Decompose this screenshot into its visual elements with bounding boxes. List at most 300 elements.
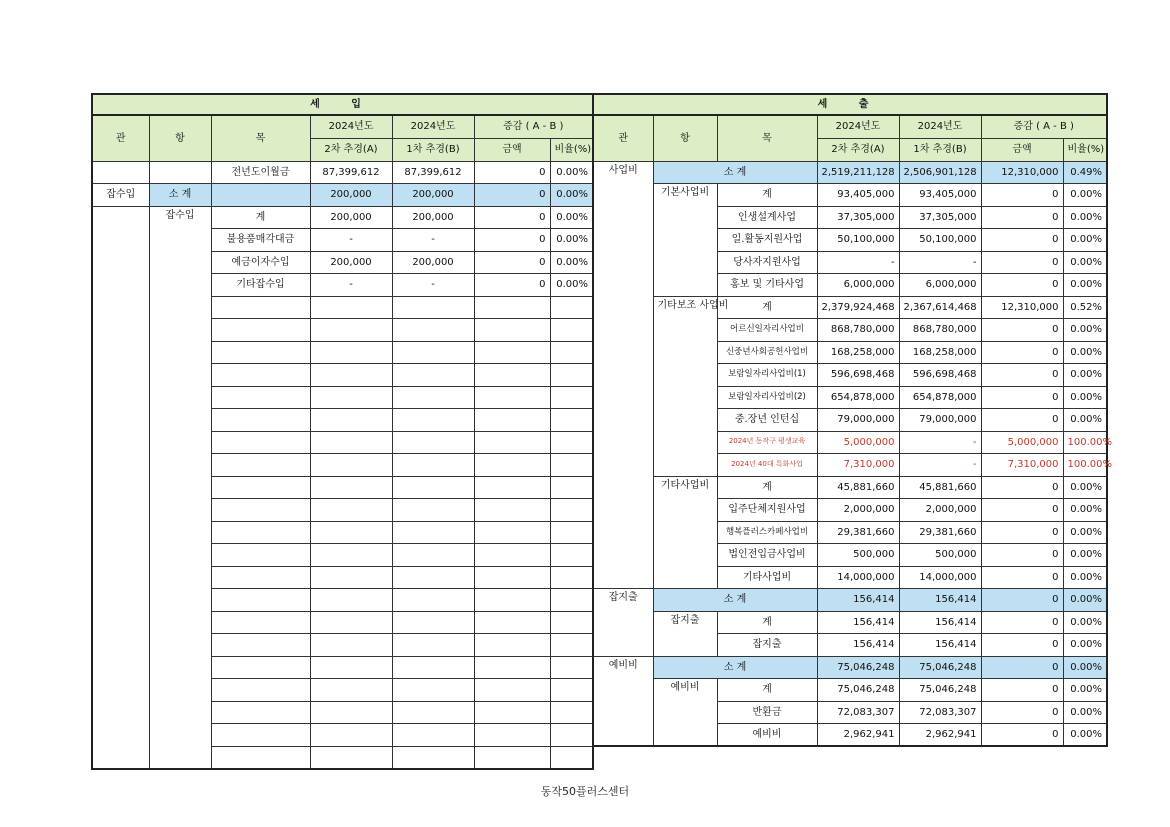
empty-cell: [474, 656, 550, 679]
amount-b-cell: -: [899, 431, 981, 454]
empty-cell: [474, 476, 550, 499]
amount-a-cell: 29,381,660: [817, 521, 899, 544]
empty-cell: [392, 611, 474, 634]
empty-cell: [211, 544, 310, 567]
header-hang: 항: [149, 115, 211, 161]
diff-ratio-cell: 0.00%: [1063, 724, 1107, 747]
empty-cell: [211, 679, 310, 702]
amount-a-cell: 75,046,248: [817, 656, 899, 679]
diff-amount-cell: 0: [474, 206, 550, 229]
diff-amount-cell: 0: [981, 634, 1063, 657]
amount-b-cell: 2,962,941: [899, 724, 981, 747]
gwan-cell: [92, 206, 149, 769]
mok-cell: 중.장년 인턴십: [717, 409, 817, 432]
mok-cell: 당사자지원사업: [717, 251, 817, 274]
mok-cell: 불용품매각대금: [211, 229, 310, 252]
header-mok: 목: [211, 115, 310, 161]
empty-cell: [550, 589, 593, 612]
empty-cell: [310, 296, 392, 319]
mok-cell: 예금이자수입: [211, 251, 310, 274]
empty-cell: [392, 566, 474, 589]
empty-cell: [392, 746, 474, 769]
empty-cell: [392, 589, 474, 612]
empty-cell: [474, 341, 550, 364]
amount-a-cell: 156,414: [817, 611, 899, 634]
mok-cell: 보람일자리사업비(2): [717, 386, 817, 409]
empty-cell: [392, 386, 474, 409]
diff-amount-cell: 0: [981, 386, 1063, 409]
amount-b-cell: 87,399,612: [392, 161, 474, 184]
amount-a-cell: -: [310, 229, 392, 252]
amount-b-cell: 29,381,660: [899, 521, 981, 544]
amount-b-cell: 45,881,660: [899, 476, 981, 499]
empty-cell: [392, 656, 474, 679]
amount-b-cell: 93,405,000: [899, 184, 981, 207]
mok-cell: 홍보 및 기타사업: [717, 274, 817, 297]
diff-amount-cell: 0: [981, 544, 1063, 567]
empty-cell: [550, 476, 593, 499]
amount-b-cell: 72,083,307: [899, 701, 981, 724]
mok-cell: 예비비: [717, 724, 817, 747]
table-row: [593, 656, 1107, 679]
empty-cell: [211, 589, 310, 612]
amount-a-cell: 200,000: [310, 206, 392, 229]
empty-cell: [211, 521, 310, 544]
diff-ratio-cell: 0.00%: [550, 206, 593, 229]
amount-b-cell: 75,046,248: [899, 656, 981, 679]
hang-cell: 잡수입: [149, 206, 211, 769]
diff-ratio-cell: 100.00%: [1063, 431, 1107, 454]
amount-b-cell: 50,100,000: [899, 229, 981, 252]
diff-ratio-cell: 0.00%: [550, 274, 593, 297]
diff-amount-cell: 12,310,000: [981, 161, 1063, 184]
empty-cell: [550, 724, 593, 747]
mok-cell: 계: [717, 184, 817, 207]
empty-cell: [550, 296, 593, 319]
diff-ratio-cell: 0.00%: [1063, 206, 1107, 229]
amount-b-cell: -: [899, 251, 981, 274]
empty-cell: [310, 431, 392, 454]
header-col-a-label: 2차 추경(A): [817, 138, 899, 161]
empty-cell: [310, 724, 392, 747]
mok-cell: 기타사업비: [717, 566, 817, 589]
empty-cell: [392, 454, 474, 477]
diff-ratio-cell: 0.00%: [1063, 476, 1107, 499]
diff-ratio-cell: 0.00%: [550, 251, 593, 274]
amount-b-cell: 2,367,614,468: [899, 296, 981, 319]
empty-cell: [211, 746, 310, 769]
amount-a-cell: 37,305,000: [817, 206, 899, 229]
empty-cell: [310, 589, 392, 612]
table-row: [593, 611, 1107, 634]
amount-b-cell: 596,698,468: [899, 364, 981, 387]
empty-cell: [392, 679, 474, 702]
amount-a-cell: -: [817, 251, 899, 274]
amount-b-cell: 79,000,000: [899, 409, 981, 432]
subtotal-label-cell: 소 계: [653, 161, 817, 184]
diff-amount-cell: 0: [981, 364, 1063, 387]
empty-cell: [310, 499, 392, 522]
diff-ratio-cell: 0.00%: [1063, 589, 1107, 612]
empty-cell: [211, 319, 310, 342]
empty-cell: [211, 296, 310, 319]
amount-b-cell: 200,000: [392, 184, 474, 207]
table-row: [593, 184, 1107, 207]
empty-cell: [474, 296, 550, 319]
header-col-b-year: 2024년도: [899, 115, 981, 138]
empty-cell: [474, 589, 550, 612]
empty-cell: [550, 566, 593, 589]
amount-b-cell: 654,878,000: [899, 386, 981, 409]
mok-cell: 계: [717, 476, 817, 499]
mok-cell: 계: [717, 611, 817, 634]
mok-cell: 일.활동지원사업: [717, 229, 817, 252]
empty-cell: [550, 656, 593, 679]
empty-cell: [392, 544, 474, 567]
empty-cell: [392, 341, 474, 364]
diff-amount-cell: 0: [981, 611, 1063, 634]
diff-amount-cell: 12,310,000: [981, 296, 1063, 319]
header-col-b-label: 1차 추경(B): [899, 138, 981, 161]
empty-cell: [211, 409, 310, 432]
subtotal-label-cell: 소 계: [653, 656, 817, 679]
empty-cell: [474, 746, 550, 769]
diff-ratio-cell: 0.00%: [550, 184, 593, 207]
table-row: [593, 161, 1107, 184]
mok-cell: 계: [211, 206, 310, 229]
empty-cell: [474, 454, 550, 477]
empty-cell: [550, 746, 593, 769]
diff-ratio-cell: 0.00%: [1063, 386, 1107, 409]
empty-cell: [310, 611, 392, 634]
hang-cell: 소 계: [149, 184, 211, 207]
diff-ratio-cell: 0.00%: [1063, 611, 1107, 634]
empty-cell: [474, 724, 550, 747]
empty-cell: [392, 476, 474, 499]
header-amount: 금액: [981, 138, 1063, 161]
amount-a-cell: 6,000,000: [817, 274, 899, 297]
empty-cell: [474, 566, 550, 589]
diff-ratio-cell: 0.00%: [1063, 701, 1107, 724]
header-diff: 증감 ( A - B ): [981, 115, 1107, 138]
header-col-b-year: 2024년도: [392, 115, 474, 138]
header-mok: 목: [717, 115, 817, 161]
amount-a-cell: 50,100,000: [817, 229, 899, 252]
amount-a-cell: 75,046,248: [817, 679, 899, 702]
diff-ratio-cell: 0.00%: [1063, 679, 1107, 702]
empty-cell: [550, 679, 593, 702]
empty-cell: [392, 364, 474, 387]
diff-amount-cell: 7,310,000: [981, 454, 1063, 477]
amount-a-cell: 87,399,612: [310, 161, 392, 184]
empty-cell: [310, 679, 392, 702]
mok-cell: 계: [717, 296, 817, 319]
mok-cell: 전년도이월금: [211, 161, 310, 184]
amount-a-cell: 7,310,000: [817, 454, 899, 477]
diff-amount-cell: 0: [981, 656, 1063, 679]
table-row: [593, 589, 1107, 612]
empty-cell: [211, 724, 310, 747]
empty-cell: [392, 296, 474, 319]
empty-cell: [550, 319, 593, 342]
amount-a-cell: 14,000,000: [817, 566, 899, 589]
empty-cell: [550, 364, 593, 387]
empty-cell: [310, 544, 392, 567]
income-table-panel: [91, 93, 592, 770]
diff-amount-cell: 0: [981, 724, 1063, 747]
empty-cell: [211, 341, 310, 364]
hang-cell: [149, 161, 211, 184]
empty-cell: [211, 431, 310, 454]
income-title: 세 입: [92, 94, 593, 115]
amount-a-cell: -: [310, 274, 392, 297]
table-row: [92, 161, 593, 184]
header-hang: 항: [653, 115, 717, 161]
expense-table: [592, 93, 1112, 747]
mok-cell: 법인전입금사업비: [717, 544, 817, 567]
diff-amount-cell: 0: [981, 251, 1063, 274]
empty-cell: [392, 319, 474, 342]
empty-cell: [550, 431, 593, 454]
amount-b-cell: 156,414: [899, 611, 981, 634]
amount-b-cell: 500,000: [899, 544, 981, 567]
amount-a-cell: 45,881,660: [817, 476, 899, 499]
mok-cell: 어르신일자리사업비: [717, 319, 817, 342]
empty-cell: [550, 386, 593, 409]
mok-cell: 계: [717, 679, 817, 702]
amount-a-cell: 2,379,924,468: [817, 296, 899, 319]
empty-cell: [474, 679, 550, 702]
empty-cell: [310, 656, 392, 679]
header-ratio: 비율(%): [550, 138, 593, 161]
diff-ratio-cell: 0.00%: [550, 161, 593, 184]
diff-ratio-cell: 0.49%: [1063, 161, 1107, 184]
header-col-a-year: 2024년도: [817, 115, 899, 138]
empty-cell: [310, 341, 392, 364]
amount-a-cell: 596,698,468: [817, 364, 899, 387]
amount-b-cell: -: [392, 274, 474, 297]
empty-cell: [550, 634, 593, 657]
amount-b-cell: 2,000,000: [899, 499, 981, 522]
empty-cell: [310, 746, 392, 769]
amount-b-cell: 6,000,000: [899, 274, 981, 297]
empty-cell: [310, 476, 392, 499]
empty-cell: [474, 521, 550, 544]
table-row: [593, 679, 1107, 702]
empty-cell: [474, 499, 550, 522]
empty-cell: [392, 701, 474, 724]
diff-ratio-cell: 0.00%: [1063, 319, 1107, 342]
table-row: [92, 206, 593, 229]
mok-cell: 행복플러스카페사업비: [717, 521, 817, 544]
hang-cell: 예비비: [653, 679, 717, 747]
amount-a-cell: 156,414: [817, 589, 899, 612]
empty-cell: [310, 364, 392, 387]
amount-b-cell: 168,258,000: [899, 341, 981, 364]
amount-b-cell: 868,780,000: [899, 319, 981, 342]
amount-b-cell: 2,506,901,128: [899, 161, 981, 184]
empty-cell: [211, 656, 310, 679]
empty-cell: [310, 701, 392, 724]
empty-cell: [550, 341, 593, 364]
amount-a-cell: 2,962,941: [817, 724, 899, 747]
gwan-cell: 예비비: [593, 656, 653, 746]
empty-cell: [211, 566, 310, 589]
amount-b-cell: 200,000: [392, 251, 474, 274]
mok-cell: [211, 184, 310, 207]
diff-amount-cell: 0: [981, 566, 1063, 589]
empty-cell: [392, 724, 474, 747]
diff-amount-cell: 0: [981, 409, 1063, 432]
amount-a-cell: 168,258,000: [817, 341, 899, 364]
gwan-cell: [92, 161, 149, 184]
amount-a-cell: 654,878,000: [817, 386, 899, 409]
empty-cell: [310, 386, 392, 409]
empty-cell: [211, 634, 310, 657]
diff-amount-cell: 0: [474, 251, 550, 274]
diff-amount-cell: 0: [981, 184, 1063, 207]
amount-b-cell: -: [392, 229, 474, 252]
amount-b-cell: 37,305,000: [899, 206, 981, 229]
amount-a-cell: 868,780,000: [817, 319, 899, 342]
empty-cell: [310, 319, 392, 342]
diff-ratio-cell: 0.00%: [1063, 656, 1107, 679]
amount-a-cell: 5,000,000: [817, 431, 899, 454]
mok-cell: 2024년 40대 특화사업: [717, 454, 817, 477]
empty-cell: [211, 386, 310, 409]
diff-amount-cell: 5,000,000: [981, 431, 1063, 454]
empty-cell: [474, 611, 550, 634]
amount-b-cell: 75,046,248: [899, 679, 981, 702]
gwan-cell: 사업비: [593, 161, 653, 589]
diff-ratio-cell: 0.00%: [1063, 634, 1107, 657]
diff-amount-cell: 0: [981, 476, 1063, 499]
diff-ratio-cell: 0.00%: [1063, 521, 1107, 544]
diff-ratio-cell: 0.00%: [1063, 274, 1107, 297]
diff-amount-cell: 0: [474, 161, 550, 184]
empty-cell: [310, 634, 392, 657]
empty-cell: [211, 454, 310, 477]
diff-ratio-cell: 0.00%: [1063, 409, 1107, 432]
amount-b-cell: 156,414: [899, 589, 981, 612]
mok-cell: 기타잡수입: [211, 274, 310, 297]
diff-amount-cell: 0: [981, 206, 1063, 229]
gwan-cell: 잡지출: [593, 589, 653, 657]
amount-a-cell: 93,405,000: [817, 184, 899, 207]
empty-cell: [211, 364, 310, 387]
diff-amount-cell: 0: [981, 341, 1063, 364]
hang-cell: 기본사업비: [653, 184, 717, 297]
diff-amount-cell: 0: [981, 319, 1063, 342]
amount-a-cell: 200,000: [310, 184, 392, 207]
amount-a-cell: 79,000,000: [817, 409, 899, 432]
header-diff: 증감 ( A - B ): [474, 115, 593, 138]
gwan-cell: 잡수입: [92, 184, 149, 207]
empty-cell: [474, 701, 550, 724]
diff-amount-cell: 0: [474, 274, 550, 297]
empty-cell: [550, 611, 593, 634]
empty-cell: [392, 409, 474, 432]
amount-a-cell: 2,000,000: [817, 499, 899, 522]
amount-a-cell: 156,414: [817, 634, 899, 657]
empty-cell: [474, 431, 550, 454]
mok-cell: 잡지출: [717, 634, 817, 657]
header-ratio: 비율(%): [1063, 138, 1107, 161]
diff-ratio-cell: 0.00%: [1063, 341, 1107, 364]
empty-cell: [211, 611, 310, 634]
empty-cell: [310, 566, 392, 589]
empty-cell: [392, 499, 474, 522]
diff-ratio-cell: 0.00%: [1063, 544, 1107, 567]
amount-a-cell: 2,519,211,128: [817, 161, 899, 184]
empty-cell: [550, 521, 593, 544]
diff-amount-cell: 0: [981, 229, 1063, 252]
mok-cell: 신중년사회공헌사업비: [717, 341, 817, 364]
hang-cell: 잡지출: [653, 611, 717, 656]
empty-cell: [310, 521, 392, 544]
income-table: [91, 93, 594, 770]
amount-a-cell: 200,000: [310, 251, 392, 274]
subtotal-label-cell: 소 계: [653, 589, 817, 612]
empty-cell: [474, 386, 550, 409]
diff-ratio-cell: 0.00%: [1063, 184, 1107, 207]
diff-amount-cell: 0: [474, 229, 550, 252]
empty-cell: [392, 431, 474, 454]
amount-b-cell: 200,000: [392, 206, 474, 229]
empty-cell: [392, 634, 474, 657]
diff-amount-cell: 0: [981, 274, 1063, 297]
hang-cell: 기타사업비: [653, 476, 717, 589]
diff-amount-cell: 0: [981, 521, 1063, 544]
empty-cell: [550, 499, 593, 522]
empty-cell: [550, 409, 593, 432]
header-col-b-label: 1차 추경(B): [392, 138, 474, 161]
header-gwan: 관: [92, 115, 149, 161]
empty-cell: [474, 409, 550, 432]
empty-cell: [474, 364, 550, 387]
amount-b-cell: -: [899, 454, 981, 477]
diff-amount-cell: 0: [981, 701, 1063, 724]
diff-amount-cell: 0: [981, 589, 1063, 612]
empty-cell: [310, 409, 392, 432]
mok-cell: 보람일자리사업비(1): [717, 364, 817, 387]
empty-cell: [211, 476, 310, 499]
empty-cell: [474, 544, 550, 567]
hang-cell: 기타보조 사업비: [653, 296, 717, 476]
mok-cell: 인생설계사업: [717, 206, 817, 229]
diff-ratio-cell: 0.00%: [1063, 229, 1107, 252]
diff-ratio-cell: 100.00%: [1063, 454, 1107, 477]
empty-cell: [550, 544, 593, 567]
amount-a-cell: 500,000: [817, 544, 899, 567]
diff-ratio-cell: 0.00%: [1063, 566, 1107, 589]
expense-table-panel: [592, 93, 1112, 747]
diff-ratio-cell: 0.00%: [1063, 499, 1107, 522]
mok-cell: 입주단체지원사업: [717, 499, 817, 522]
diff-ratio-cell: 0.52%: [1063, 296, 1107, 319]
diff-ratio-cell: 0.00%: [1063, 364, 1107, 387]
amount-b-cell: 14,000,000: [899, 566, 981, 589]
header-amount: 금액: [474, 138, 550, 161]
empty-cell: [392, 521, 474, 544]
diff-amount-cell: 0: [981, 499, 1063, 522]
mok-cell: 2024년 동작구 평생교육: [717, 431, 817, 454]
diff-amount-cell: 0: [474, 184, 550, 207]
empty-cell: [474, 634, 550, 657]
empty-cell: [474, 319, 550, 342]
empty-cell: [310, 454, 392, 477]
empty-cell: [550, 454, 593, 477]
